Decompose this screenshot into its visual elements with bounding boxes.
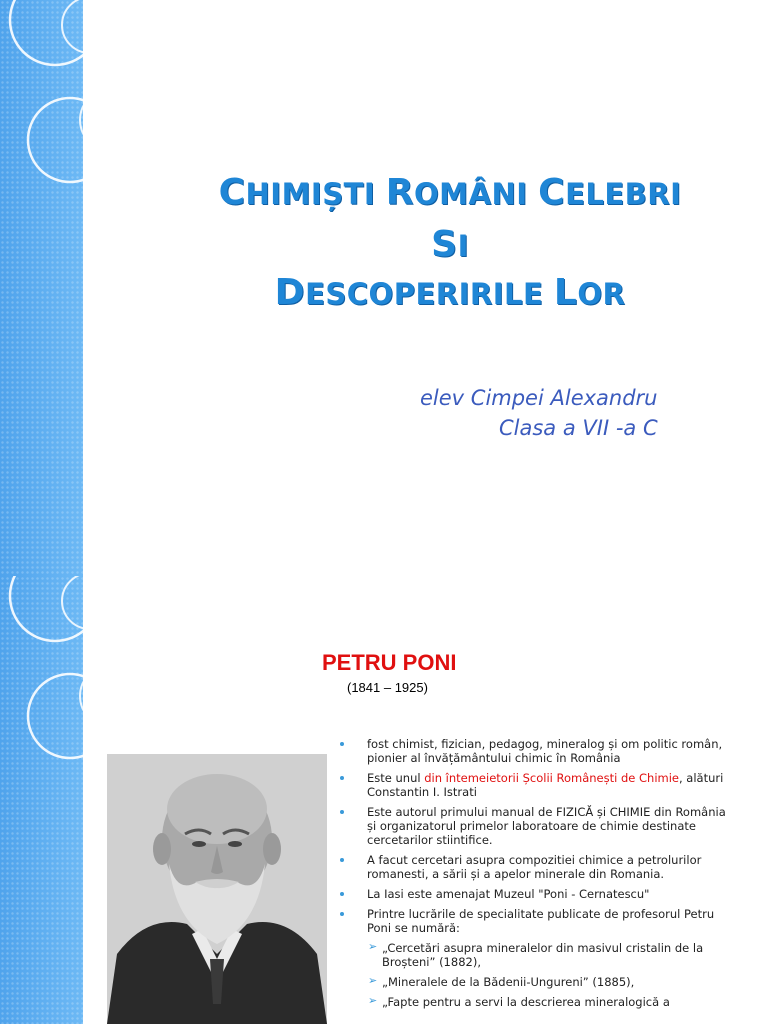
person-name: PETRU PONI [322, 650, 457, 675]
sub-list-item: ➢ „Cercetări asupra mineralelor din masivul cristalin de la Broșteni” (1882), [368, 940, 704, 969]
arrow-bullet-icon: ➢ [368, 994, 378, 1007]
sub-list-item: ➢ „Mineralele de la Bădenii-Ungureni” (1885), [368, 974, 635, 989]
sub-list-item: ➢ „Fapte pentru a servi la descrierea mineralogică a [368, 994, 670, 1009]
list-item: La Iasi este amenajat Muzeul "Poni - Cernatescu" [338, 887, 728, 901]
bullet-icon [340, 742, 344, 746]
author-name: elev Cimpei Alexandru [420, 386, 658, 410]
bullet-icon [340, 858, 344, 862]
bullet-icon [340, 810, 344, 814]
bullet-icon [340, 892, 344, 896]
arrow-bullet-icon: ➢ [368, 974, 378, 987]
arrow-bullet-icon: ➢ [368, 940, 378, 953]
highlight-text: din întemeietorii Școlii Românești de Chimie [424, 771, 679, 785]
list-item: Este autorul primului manual de FIZICĂ și CHIMIE din România și organizatorul primelor laboratoare de chimie destinate cercetarilor stiintifice. [338, 805, 728, 847]
title-line-2: SI [431, 224, 469, 265]
portrait-photo [107, 754, 327, 1024]
title-line-3: DESCOPERIRILE LOR [274, 272, 626, 313]
bullet-icon [340, 912, 344, 916]
person-dates: (1841 – 1925) [347, 680, 428, 695]
list-item: A facut cercetari asupra compozitiei chimice a petrolurilor romanesti, a sării și a apelor minerale din Romania. [338, 853, 728, 881]
list-item: Este unul din întemeietorii Școlii Românești de Chimie, alături Constantin I. Istrati [338, 771, 728, 799]
title-line-1: CHIMIȘTI ROMÂNI CELEBRI [218, 172, 682, 213]
bullet-list [338, 737, 728, 1015]
class-label: Clasa a VII -a C [499, 416, 658, 440]
list-item: fost chimist, fizician, pedagog, mineralog și om politic român, pionier al învățământului chimic în România [338, 737, 728, 765]
bullet-icon [340, 776, 344, 780]
list-item: Printre lucrările de specialitate publicate de profesorul Petru Poni se numără: [338, 907, 728, 935]
